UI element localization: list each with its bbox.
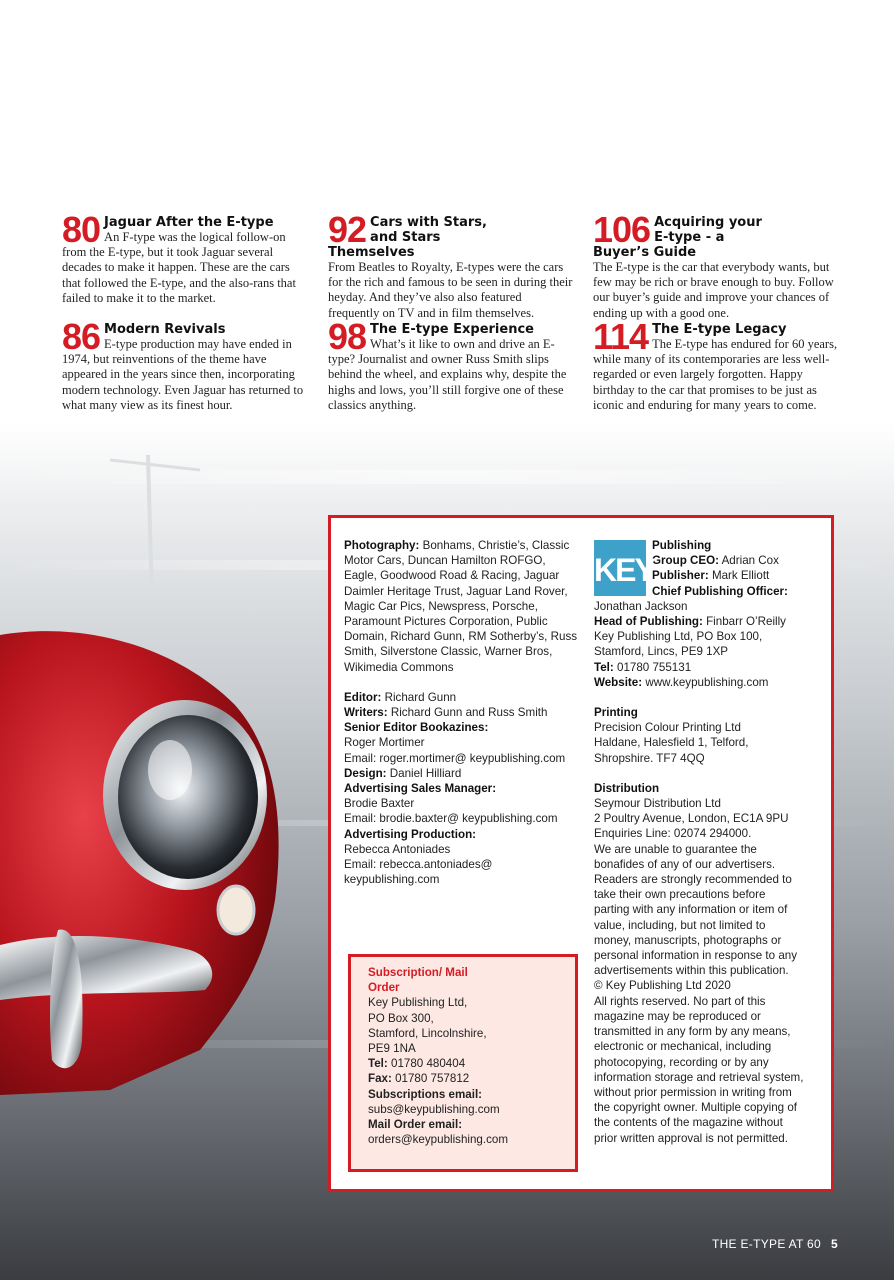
- footer-title: THE E-TYPE AT 60: [711, 1237, 822, 1251]
- distribution-label: Distribution: [594, 781, 660, 795]
- ad-production-email: Email: rebecca.antoniades@ keypublishing.com: [344, 858, 493, 887]
- entry-body: From Beatles to Royalty, E-types were the cars for the rich and famous to be seen in during their heyday. And they’ve also also featured frequently on TV and in film themselves.: [328, 260, 573, 320]
- subscription-address-1: Key Publishing Ltd,: [368, 996, 468, 1010]
- subscription-fax: Fax: 01780 757812: [368, 1072, 470, 1086]
- entry-page-number: 106: [593, 209, 651, 250]
- contents-entry-98: [328, 316, 573, 413]
- entry-title: Cars with Stars, and Stars Themselves: [328, 215, 487, 260]
- subscription-address-3: Stamford, Lincolnshire,: [368, 1026, 487, 1040]
- entry-body: An F-type was the logical follow-on from the E-type, but it took Jaguar several decades to make it happen. These are the cars that followed the E-type, and the also-rans that failed to make it to the market.: [62, 230, 296, 305]
- contents-entry-106: [593, 209, 838, 321]
- ad-production-name: Rebecca Antoniades: [344, 842, 451, 856]
- entry-page-number: 98: [328, 316, 367, 357]
- distribution-line-3: Enquiries Line: 02074 294000.: [594, 827, 752, 841]
- publisher-credit: Publisher: Mark Elliott: [652, 569, 770, 583]
- entry-title: The E-type Experience: [370, 322, 534, 337]
- contents-entry-80: [62, 209, 307, 306]
- subs-email-label: Subscriptions email:: [368, 1087, 483, 1101]
- printing-label: Printing: [594, 706, 638, 720]
- entry-body: What’s it like to own and drive an E-type? Journalist and owner Russ Smith slips behind the wheel, and explains why, despite the highs and lows, you’ll still forgive one of these classics anything.: [328, 337, 567, 412]
- subs-email-link[interactable]: subs@keypublishing.com: [368, 1102, 500, 1116]
- writers-credit: Writers: Richard Gunn and Russ Smith: [344, 706, 548, 720]
- entry-page-number: 80: [62, 209, 101, 250]
- senior-editor-email: Email: roger.mortimer@ keypublishing.com: [344, 751, 566, 765]
- key-publishing-logo: KEY: [594, 540, 646, 596]
- distribution-line-2: 2 Poultry Avenue, London, EC1A 9PU: [594, 812, 789, 826]
- entry-title: Modern Revivals: [104, 322, 226, 337]
- contents-entry-114: [593, 316, 838, 413]
- copyright: © Key Publishing Ltd 2020: [594, 979, 731, 993]
- disclaimer: We are unable to guarantee the bonafides of any of our advertisers. Readers are strongly recommended to take their own precautions before parting with any information or item of value, including, but not limited to money, manuscripts, photographs or personal information in response to any advertisements within this publication.: [594, 842, 798, 978]
- design-credit: Design: Daniel Hilliard: [344, 766, 462, 780]
- rights-notice: All rights reserved. No part of this magazine may be reproduced or transmitted in any form by any means, electronic or mechanical, including photocopying, recording or by any information storage and retrieval system, without prior permission in writing from the copyright owner. Multiple copying of the contents of the magazine without prior written approval is not permitted.: [594, 994, 804, 1145]
- publisher-tel: Tel: 01780 755131: [594, 660, 692, 674]
- cpo-name: Jonathan Jackson: [594, 599, 688, 613]
- photography-credit: Photography: Bonhams, Christie’s, Classic Motor Cars, Duncan Hamilton ROFGO, Eagle, Goodwood Road & Racing, Jaguar Daimler Heritage Trust, Jaguar Land Rover, Magic Car Pics, Newspress, Porsche, Paramount Pictures Corporation, Public Domain, Richard Gunn, RM Sotherby’s, Russ Smith, Silverstone Classic, Warner Bros, Wikimedia Commons: [344, 539, 578, 674]
- entry-title: The E-type Legacy: [652, 322, 787, 337]
- credits-column-left: [344, 538, 579, 887]
- page-footer: [712, 1237, 838, 1251]
- mail-order-email-label: Mail Order email:: [368, 1118, 463, 1132]
- entry-page-number: 114: [593, 316, 649, 357]
- entry-title: Acquiring your E-type - a Buyer’s Guide: [593, 215, 762, 260]
- cpo-label: Chief Publishing Officer:: [652, 584, 788, 598]
- subscription-address-4: PE9 1NA: [368, 1042, 416, 1056]
- ad-sales-name: Brodie Baxter: [344, 797, 415, 811]
- mail-order-email-link[interactable]: orders@keypublishing.com: [368, 1133, 509, 1147]
- head-of-publishing: Head of Publishing: Finbarr O’Reilly: [594, 615, 786, 629]
- contents-entry-92: [328, 209, 573, 321]
- editor-credit: Editor: Richard Gunn: [344, 690, 457, 704]
- distribution-line-1: Seymour Distribution Ltd: [594, 797, 721, 811]
- entry-page-number: 86: [62, 316, 101, 357]
- entry-body: E-type production may have ended in 1974, but reinventions of the theme have appeared in the years since then, incorporating modern technology. Even Jaguar has returned to what many view as its finest hour.: [62, 337, 304, 412]
- ad-production-label: Advertising Production:: [344, 827, 477, 841]
- senior-editor-name: Roger Mortimer: [344, 736, 425, 750]
- website-link[interactable]: www.keypublishing.com: [645, 675, 769, 689]
- subscription-title: Subscription/ Mail Order: [368, 966, 468, 995]
- publisher-address: Key Publishing Ltd, PO Box 100, Stamford, Lincs, PE9 1XP: [594, 630, 763, 659]
- credits-column-right: [594, 538, 829, 1146]
- senior-editor-label: Senior Editor Bookazines:: [344, 721, 489, 735]
- subscription-address-2: PO Box 300,: [368, 1011, 434, 1025]
- publishing-brand: Publishing: [652, 539, 712, 552]
- publisher-website: Website: www.keypublishing.com: [594, 675, 769, 689]
- subscription-box: [348, 954, 578, 1172]
- ad-sales-email: Email: brodie.baxter@ keypublishing.com: [344, 812, 558, 826]
- credits-box: [328, 515, 834, 1192]
- printing-details: Precision Colour Printing Ltd Haldane, Halesfield 1, Telford, Shropshire. TF7 4QQ: [594, 721, 749, 765]
- ad-sales-label: Advertising Sales Manager:: [344, 782, 497, 796]
- subscription-tel: Tel: 01780 480404: [368, 1057, 466, 1071]
- group-ceo: Group CEO: Adrian Cox: [652, 554, 779, 568]
- contents-entry-86: [62, 316, 307, 413]
- page-number: 5: [831, 1237, 838, 1251]
- entry-body: The E-type has endured for 60 years, while many of its contemporaries are less well-regarded or even largely forgotten. Happy birthday to the car that promises to be just as iconic and enduring for many years to come.: [593, 337, 838, 412]
- entry-body: The E-type is the car that everybody wants, but few may be rich or brave enough to buy. Follow our buyer’s guide and improve your chances of ending up with a good one.: [593, 260, 834, 320]
- entry-title: Jaguar After the E-type: [104, 215, 274, 230]
- entry-page-number: 92: [328, 209, 367, 250]
